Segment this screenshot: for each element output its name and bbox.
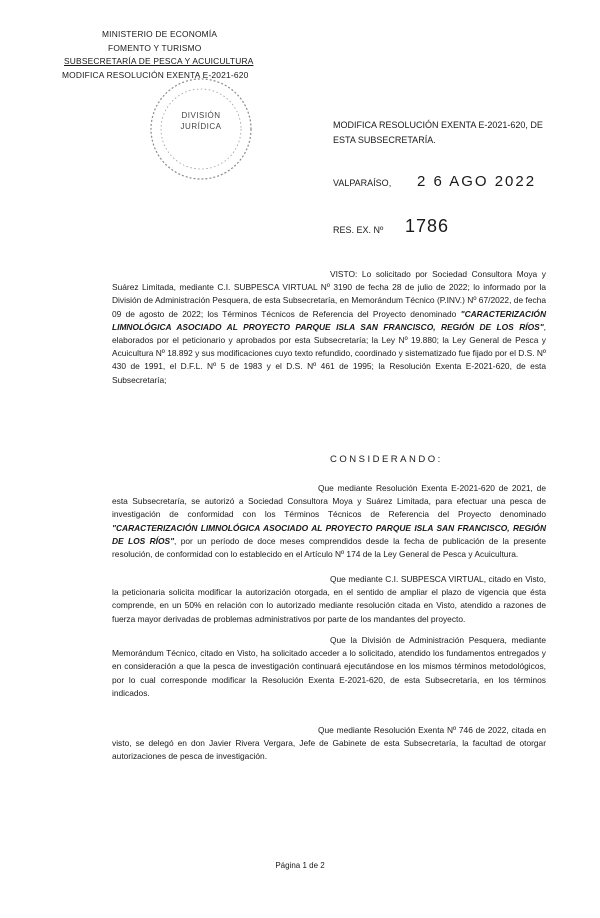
consid-p1-text-b: , por un período de doce meses comprendidos desde la fecha de publicación de la presente resolución, de conformidad con lo establecido en el Artículo Nº 174 de la Ley General de Pesca y Acuicultura. xyxy=(112,535,546,560)
visto-project-name: "CARACTERIZACIÓN LIMNOLÓGICA ASOCIADO AL PROYECTO PARQUE ISLA SAN FRANCISCO, REGIÓN DE LOS RÍOS" xyxy=(112,308,546,332)
consid-p1-project-name: "CARACTERIZACIÓN LIMNOLÓGICA ASOCIADO AL PROYECTO PARQUE ISLA SAN FRANCISCO, REGIÓN DE LOS RÍOS" xyxy=(112,522,546,546)
date-stamp: 2 6 AGO 2022 xyxy=(417,173,537,190)
header-modifica: MODIFICA RESOLUCIÓN EXENTA E-2021-620 xyxy=(62,69,249,80)
visto-section xyxy=(112,268,546,387)
consid-p4-text: Que mediante Resolución Exenta Nº 746 de 2022, citada en visto, se delegó en don Javier Rivera Vergara, Jefe de Gabinete de esta Subsecretaría, la facultad de otorgar autorizaciones de pesca de investigación. xyxy=(112,725,546,762)
visto-lead: VISTO: xyxy=(330,269,358,279)
resolution-label: RES. EX. Nº xyxy=(333,225,384,235)
visto-text-1: Lo solicitado por Sociedad Consultora Moya y Suárez Limitada, mediante C.I. SUBPESCA VIRTUAL Nº 3190 de fecha 28 de julio de 2022; lo informado por la División de Administración Pesquera, de esta Subsecretaría, en Memorándum Técnico (P.INV.) Nº 67/2022, de fecha 09 de agosto de 2022; los Términos Técnicos de Referencia del Proyecto denominado xyxy=(112,269,546,319)
visto-text-2: , elaborados por el peticionario y aprobados por esta Subsecretaría; la Ley Nº 19.880; la Ley General de Pesca y Acuicultura Nº 18.892 y sus modificaciones cuyo texto refundido, coordinado y sistematizado fue fijado por el D.S. Nº 430 de 1991, el D.F.L. Nº 5 de 1983 y el D.S. Nº 461 de 1995; la Resolución Exenta E-2021-620, de esta Subsecretaría; xyxy=(112,321,546,385)
document-subject: MODIFICA RESOLUCIÓN EXENTA E-2021-620, DE ESTA SUBSECRETARÍA. xyxy=(333,120,543,145)
considerando-p1 xyxy=(112,482,546,561)
header-subsecretaria: SUBSECRETARÍA DE PESCA Y ACUICULTURA xyxy=(64,56,254,66)
stamp-line-division: DIVISIÓN xyxy=(181,111,221,120)
considerando-p4 xyxy=(112,724,546,764)
page-number: Página 1 de 2 xyxy=(275,861,325,870)
considerando-p3 xyxy=(112,634,546,700)
consid-p2-text: Que mediante C.I. SUBPESCA VIRTUAL, citado en Visto, la peticionaria solicita modificar la autorización otorgada, en el sentido de ampliar el plazo de vigencia que ésta comprende, en un 50% en relación con lo autorizado mediante resolución citada en Visto, atendido a razones de fuerza mayor derivadas de problemas administrativos por parte de los mandantes del proyecto. xyxy=(112,574,546,624)
consid-p3-text: Que la División de Administración Pesquera, mediante Memorándum Técnico, citado en Visto, ha solicitado acceder a lo solicitado, atendido los fundamentos entregados y en consideración a que la pesca de investigación continuará ejecutándose en los mismos términos metodológicos, por lo cual corresponde modificar la Resolución Exenta E-2021-620, de esta Subsecretaría, en los términos indicados. xyxy=(112,635,546,698)
place-label: VALPARAÍSO, xyxy=(333,178,392,188)
considerando-title: CONSIDERANDO: xyxy=(330,454,443,465)
consid-p1-text-a: Que mediante Resolución Exenta E-2021-620 de 2021, de esta Subsecretaría, se autorizó a Sociedad Consultora Moya y Suárez Limitada, para efectuar una pesca de investigación de conformidad con los Términos Técnicos de Referencia del Proyecto denominado xyxy=(112,483,546,520)
considerando-p2 xyxy=(112,573,546,626)
stamp-line-juridica: JURÍDICA xyxy=(180,122,222,131)
division-juridica-stamp xyxy=(146,74,256,184)
header-ministry: MINISTERIO DE ECONOMÍA xyxy=(102,29,218,39)
resolution-number: 1786 xyxy=(405,216,450,236)
header-fomento: FOMENTO Y TURISMO xyxy=(108,42,202,53)
